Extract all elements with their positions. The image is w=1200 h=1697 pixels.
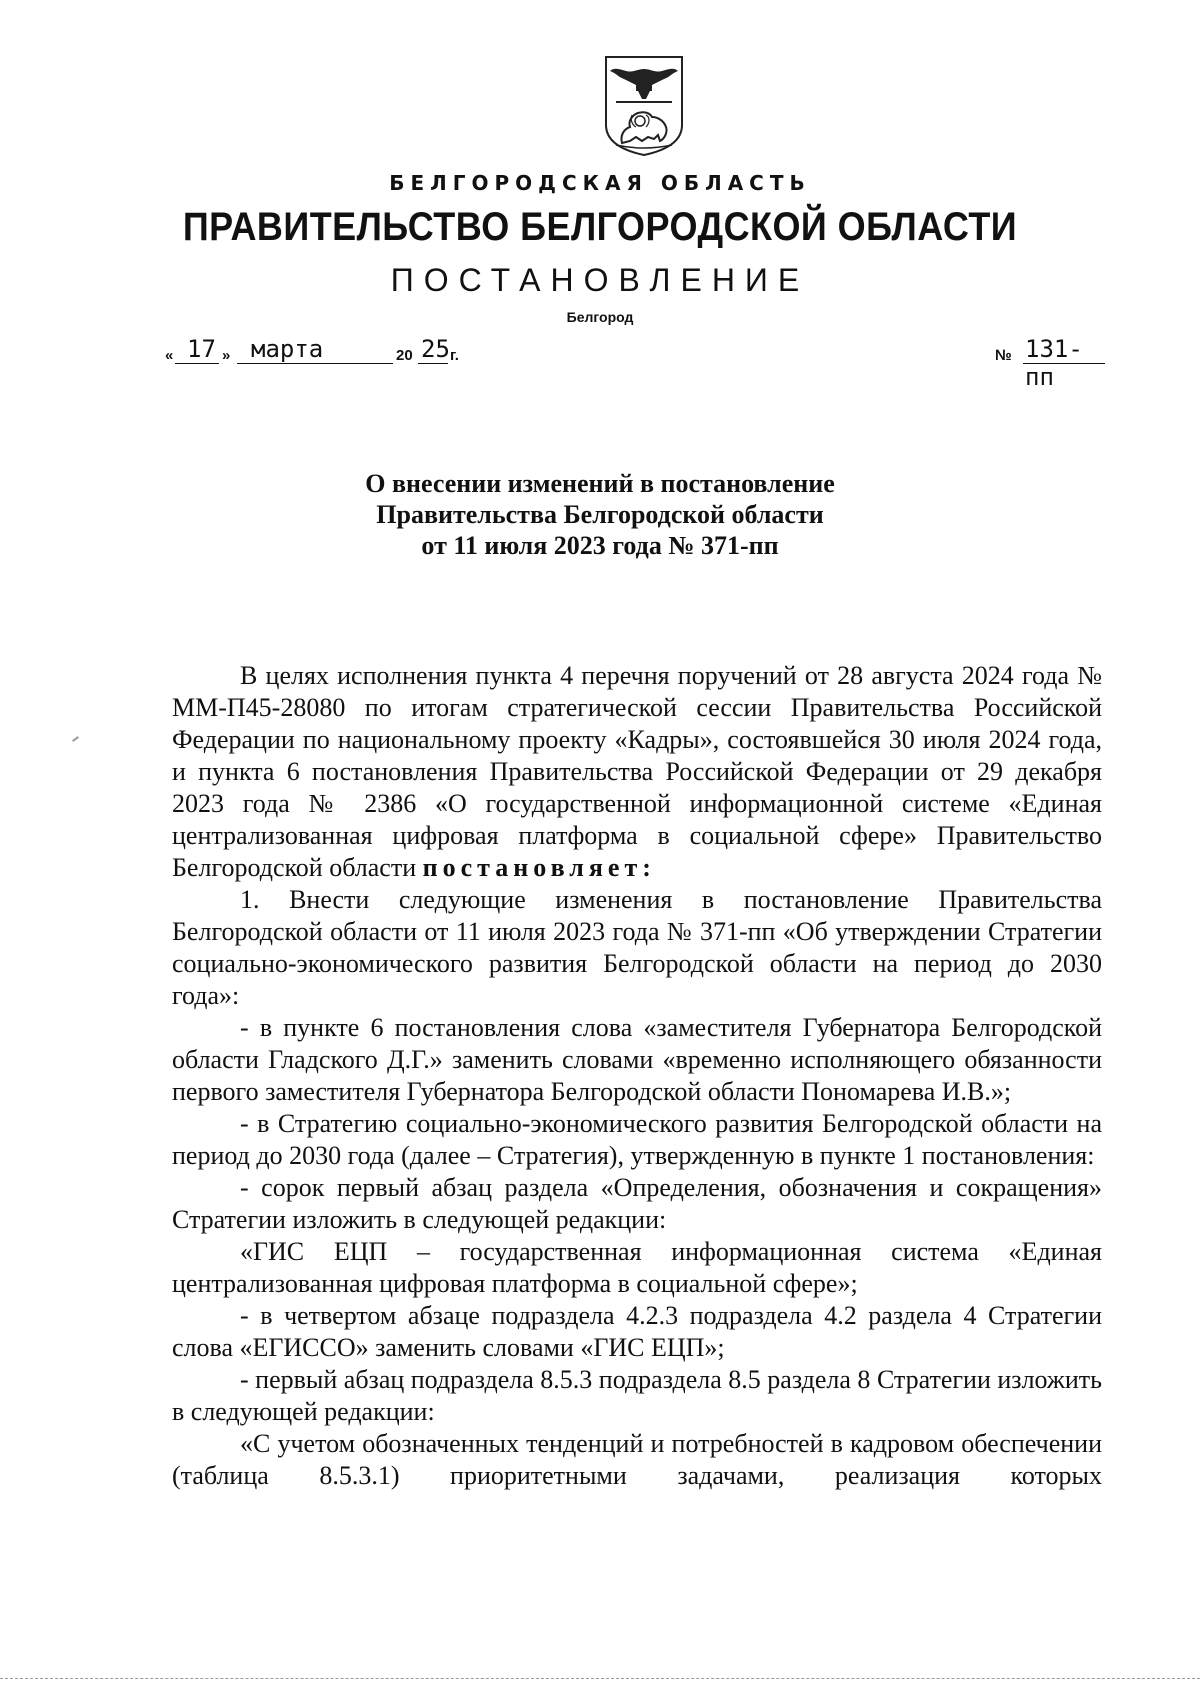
page-bottom-rule <box>0 1678 1200 1679</box>
date-day: 17 <box>187 335 216 363</box>
document-type-heading: ПОСТАНОВЛЕНИЕ <box>390 262 810 298</box>
title-line: от 11 июля 2023 года № 371-пп <box>421 531 779 560</box>
city-label: Белгород <box>566 309 634 325</box>
date-close-quote: » <box>222 347 231 364</box>
date-century: 20 <box>396 347 413 364</box>
region-heading: БЕЛГОРОДСКАЯ ОБЛАСТЬ <box>389 171 811 195</box>
title-line: О внесении изменений в постановление <box>365 469 835 498</box>
number-sign: № <box>995 347 1012 364</box>
coat-of-arms-emblem <box>602 55 686 157</box>
title-line: Правительства Белгородской области <box>376 500 824 529</box>
body-paragraph: - в четвертом абзаце подраздела 4.2.3 подраздела 4.2 раздела 4 Стратегии слова «ЕГИССО» заменить словами «ГИС ЕЦП»; <box>172 1301 1102 1362</box>
body-paragraph: - в пункте 6 постановления слова «заместителя Губернатора Белгородской области Гладского Д.Г.» заменить словами «временно исполняющего обязанности первого заместителя Губернатора Белгородской области Пономарева И.В.»; <box>172 1013 1102 1106</box>
date-number-line <box>165 333 1105 391</box>
body-paragraph: 1. Внести следующие изменения в постановление Правительства Белгородской области от 11 июля 2023 года № 371-пп «Об утверждении Стратегии социально-экономического развития Белгородской области на период до 2030 года»: <box>172 885 1102 1010</box>
year-suffix: г. <box>450 347 459 364</box>
document-body <box>172 660 1102 1492</box>
body-paragraph: - сорок первый абзац раздела «Определения, обозначения и сокращения» Стратегии изложить в следующей редакции: <box>172 1173 1102 1234</box>
body-paragraph: - в Стратегию социально-экономического развития Белгородской области на период до 2030 года (далее – Стратегия), утвержденную в пункте 1 постановления: <box>172 1109 1102 1170</box>
scan-mark <box>72 736 79 742</box>
government-heading: ПРАВИТЕЛЬСТВО БЕЛГОРОДСКОЙ ОБЛАСТИ <box>182 205 1018 249</box>
resolves-word: постановляет: <box>422 853 656 882</box>
preamble-text: В целях исполнения пункта 4 перечня поручений от 28 августа 2024 года № ММ-П45-28080 по итогам стратегической сессии Правительства Российской Федерации по национальному проекту «Кадры», состоявшейся 30 июля 2024 года, и пункта 6 постановления Правительства Российской Федерации от 29 декабря 2023 года № 2386 «О государственной информационной системе «Единая централизованная цифровая платформа в социальной сфере» Правительство Белгородской области <box>172 661 1102 882</box>
body-paragraph: «ГИС ЕЦП – государственная информационная система «Единая централизованная цифровая платформа в социальной сфере»; <box>172 1237 1102 1298</box>
preamble-paragraph <box>172 660 1102 884</box>
document-number: 131-пп <box>1025 335 1083 391</box>
date-year: 25 <box>421 335 450 363</box>
body-paragraph: - первый абзац подраздела 8.5.3 подраздела 8.5 раздела 8 Стратегии изложить в следующей редакции: <box>172 1365 1102 1426</box>
date-open-quote: « <box>165 347 174 364</box>
document-title <box>0 468 1200 561</box>
body-paragraph: «С учетом обозначенных тенденций и потребностей в кадровом обеспечении (таблица 8.5.3.1) приоритетными задачами, реализация которых <box>172 1429 1102 1490</box>
date-month: марта <box>251 335 324 363</box>
